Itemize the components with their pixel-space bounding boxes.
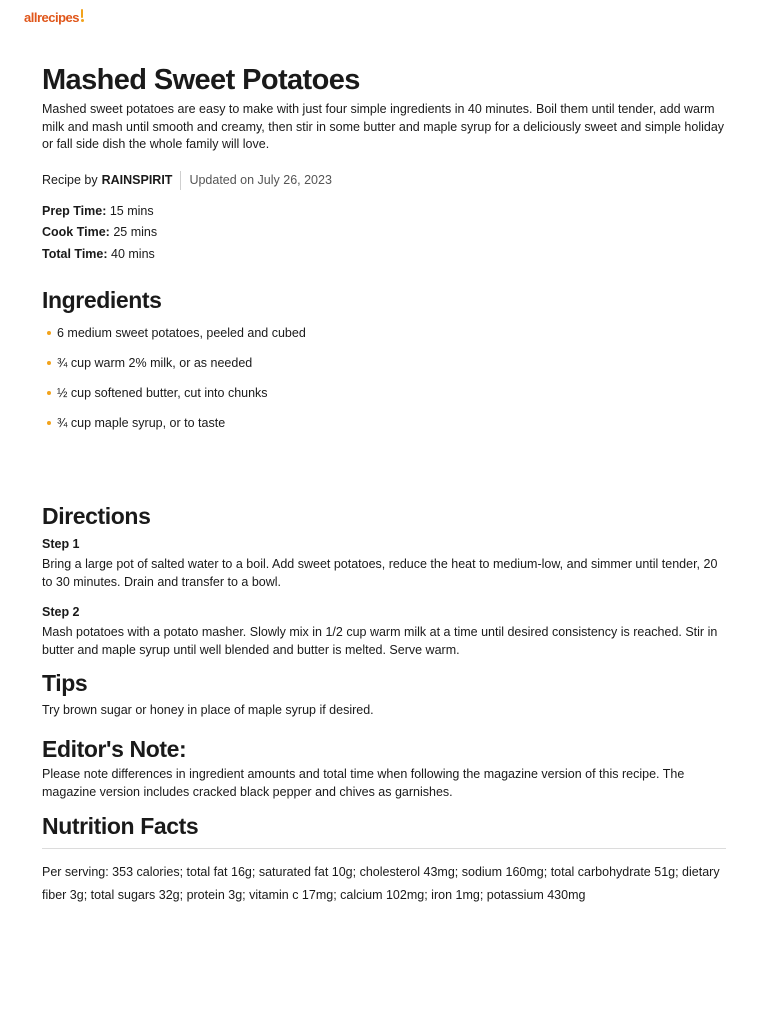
ingredients-list — [42, 324, 726, 432]
nutrition-item: sodium 160mg ; — [462, 865, 551, 879]
nutrition-item: protein 3g ; — [187, 888, 250, 902]
bullet-dot-icon — [47, 421, 51, 425]
tip-text: Try brown sugar or honey in place of maple syrup if desired. — [42, 703, 374, 717]
editors-note-heading: Editor's Note: — [42, 736, 187, 762]
ingredient-item — [42, 354, 726, 372]
tips-heading: Tips — [42, 670, 88, 696]
nutrition-item: total carbohydrate 51g ; — [551, 865, 682, 879]
direction-step — [42, 535, 726, 591]
directions-heading: Directions — [42, 503, 151, 529]
nutrition-divider — [42, 848, 726, 849]
recipe-content — [42, 62, 726, 907]
total-time-label: Total Time: — [42, 246, 108, 261]
nutrition-item: total sugars 32g ; — [91, 888, 187, 902]
allrecipes-logo[interactable] — [24, 10, 85, 25]
nutrition-item: vitamin c 17mg ; — [249, 888, 340, 902]
ingredient-text: ¾ cup maple syrup, or to taste — [57, 416, 226, 430]
bullet-dot-icon — [47, 391, 51, 395]
nutrition-item: iron 1mg ; — [431, 888, 487, 902]
ingredient-item — [42, 414, 726, 432]
nutrition-item: total fat 16g ; — [187, 865, 259, 879]
step-text: Bring a large pot of salted water to a boil. Add sweet potatoes, reduce the heat to medium-low, and simmer until tender, 20 to 30 minutes. Drain and transfer to a bowl. — [42, 557, 718, 589]
byline — [42, 171, 726, 190]
bullet-dot-icon — [47, 331, 51, 335]
nutrition-item: calcium 102mg ; — [340, 888, 431, 902]
nutrition-item: cholesterol 43mg ; — [360, 865, 462, 879]
cook-time — [42, 222, 726, 244]
ingredients-heading: Ingredients — [42, 287, 162, 313]
nutrition-item: dietary fiber 3g ; — [42, 865, 720, 902]
step-text: Mash potatoes with a potato masher. Slowly mix in 1/2 cup warm milk at a time until desired consistency is reached. Stir in butter and maple syrup until well blended and butter is melted. Serve warm. — [42, 625, 718, 657]
step-label: Step 1 — [42, 537, 80, 551]
nutrition-item: potassium 430mg — [486, 888, 586, 902]
recipe-title: Mashed Sweet Potatoes — [42, 64, 360, 96]
bullet-dot-icon — [47, 361, 51, 365]
nutrition-item: saturated fat 10g ; — [259, 865, 360, 879]
recipe-description: Mashed sweet potatoes are easy to make with just four simple ingredients in 40 minutes. Boil them until tender, add warm milk and mash until smooth and creamy, then stir in some butter and maple syrup for a deliciously sweet and simple holiday or fall side dish the whole family will love. — [42, 102, 725, 151]
logo-text: allrecipes — [24, 10, 79, 25]
ingredient-text: 6 medium sweet potatoes, peeled and cubed — [57, 326, 306, 340]
total-time — [42, 244, 726, 266]
prep-time-value: 15 mins — [109, 203, 154, 218]
ingredient-item — [42, 384, 726, 402]
direction-step — [42, 603, 726, 659]
editors-note-text: Please note differences in ingredient amounts and total time when following the magazine version of this recipe. The magazine version includes cracked black pepper and chives as garnishes. — [42, 767, 685, 799]
byline-prefix: Recipe by — [42, 173, 98, 187]
prep-time — [42, 201, 726, 223]
ingredient-item — [42, 324, 726, 342]
prep-time-label: Prep Time: — [42, 203, 107, 218]
nutrition-heading: Nutrition Facts — [42, 813, 199, 839]
cook-time-label: Cook Time: — [42, 225, 110, 239]
ingredient-text: ½ cup softened butter, cut into chunks — [57, 386, 268, 400]
recipe-times — [42, 201, 726, 266]
author-link[interactable]: RAINSPIRIT — [101, 173, 173, 187]
logo-spoon-icon — [80, 9, 85, 22]
nutrition-item: Per serving: 353 calories ; — [42, 865, 187, 879]
nutrition-summary — [42, 861, 726, 907]
cook-time-value: 25 mins — [113, 225, 158, 239]
total-time-value: 40 mins — [111, 246, 155, 261]
step-label: Step 2 — [42, 605, 80, 619]
updated-date: Updated on July 26, 2023 — [189, 173, 332, 187]
byline-divider — [180, 171, 181, 190]
ingredient-text: ¾ cup warm 2% milk, or as needed — [57, 356, 253, 370]
